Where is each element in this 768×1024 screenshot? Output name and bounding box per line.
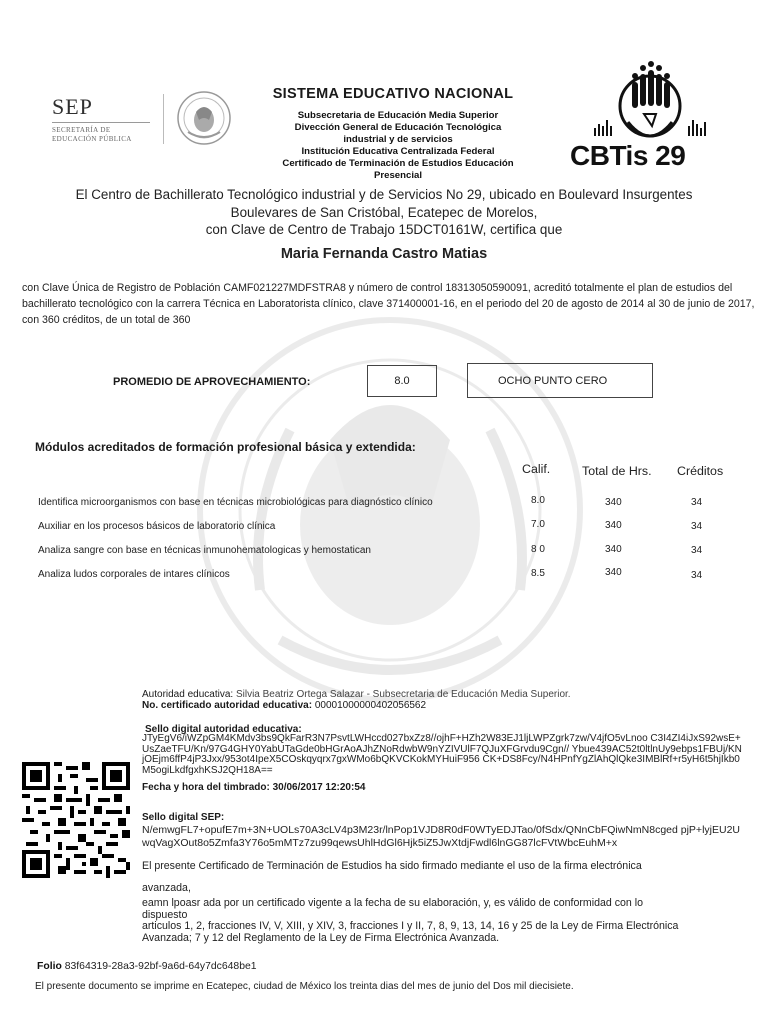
module-row-1-hours: 340 [605,497,622,508]
authority-seal-label: Sello digital autoridad educativa: [145,724,302,735]
module-row-1-name: Identifica microorganismos con base en técnicas microbiológicas para diagnóstico clínico [38,497,433,508]
modules-heading: Módulos acreditados de formación profesional básica y extendida: [35,440,416,454]
authority-cert-value: 00001000000402056562 [314,699,427,711]
header-line-1: Subsecretaria de Educación Media Superior [297,110,499,121]
module-row-4-hours: 340 [605,567,622,578]
cbtis-logo-text: CBTis 29 [570,140,686,171]
column-header-credits: Créditos [677,464,724,478]
module-row-2-calif: 7.0 [531,519,545,530]
sep-seal-value: N/emwgFL7+opufE7m+3N+UOLs70A3cLV4p3M23r/lnPop1VJD8R0dF0WTyEDJTao/0fSdx/QNnCbFQiwNmN8cged pjP+lyjEU2UwqVagXOut8o5Zmfa3Y76o5mMTz7zu99qewsUhlHdGl6Hjk5iZ5JwXtdjFwdl6lnGG87lcFVtWbcEuhM+x [142,824,740,849]
sep-seal-label: Sello digital SEP: [142,812,225,823]
intro-line-1: El Centro de Bachillerato Tecnológico industrial y de Servicios No 29, ubicado en Boulevard Insurgentes [75,187,693,202]
module-row-3-calif: 8 0 [531,544,545,555]
header-institution-lines [228,110,568,183]
signature-statement-2 [142,898,742,944]
module-row-3-credits: 34 [691,545,703,556]
signature-line-1: El presente Certificado de Terminación de Estudios ha sido firmado mediante el uso de la firma electrónica [142,860,642,872]
mexico-seal-icon [176,90,232,146]
sep-logo-subtitle-1: SECRETARÍA DE [52,126,111,134]
header-divider [163,94,164,144]
header-line-6: Presencial [373,170,422,182]
module-row-1-calif: 8.0 [531,495,545,506]
sep-logo-title: SEP [52,94,93,119]
header-line-4: Institución Educativa Centralizada Federal [301,146,495,158]
signature-line-6: Avanzada; 7 y 12 del Reglamento de la Ley de Firma Electrónica Avanzada. [142,931,500,944]
signature-line-3: eamn lpoasr ada por un certificado vigente a la fecha de su elaboración, y, es válido de conformidad con lo [142,897,643,909]
header-line-2: Divección General de Educación Tecnológica [294,122,502,134]
authority-cert-line [142,701,742,712]
folio-label: Folio [37,961,62,972]
certification-paragraph: con Clave Única de Registro de Población CAMF021227MDFSTRA8 y número de control 18313050590091, acreditó totalmente el plan de estudios del bachillerato tecnológico con la carrera Técnica en Laboratorista clínico, clave 371400001-16, en el periodo del 20 de agosto de 2014 al 30 de junio de 2017, con 360 créditos, de un total de 360 [22,282,755,326]
module-row-4-credits: 34 [691,570,703,581]
module-row-3-hours: 340 [605,544,622,555]
signature-line-2: avanzada, [142,882,191,894]
authority-block [142,690,742,711]
authority-cert-label: No. certificado autoridad educativa: [142,699,313,711]
intro-text [30,186,738,239]
column-header-hours: Total de Hrs. [582,464,652,478]
module-row-3-name: Analiza sangre con base en técnicas inmunohematologicas y hemostatican [38,545,371,556]
header-line-3: industrial y de servicios [343,134,453,146]
authority-label: Autoridad educativa: [142,689,234,700]
intro-line-3: con Clave de Centro de Trabajo 15DCT0161W, certifica que [205,222,563,237]
timestamp-value: 30/06/2017 12:20:54 [272,782,366,793]
sep-logo-divider [52,122,150,123]
module-row-2-name: Auxiliar en los procesos básicos de laboratorio clínica [38,521,276,532]
timestamp-line [142,782,365,793]
module-row-1-credits: 34 [691,497,703,508]
signature-line-4: dispuesto [142,908,188,921]
intro-line-2: Boulevares de San Cristóbal, Ecatepec de Morelos, [230,204,538,220]
header-line-5: Certificado de Terminación de Estudios Educación [282,158,514,170]
authority-value: Silvia Beatriz Ortega Salazar - Subsecretaria de Educación Media Superior. [235,689,571,700]
qr-code[interactable] [22,762,130,878]
module-row-4-calif: 8.5 [531,568,545,579]
folio-value: 83f64319-28a3-92bf-9a6d-64y7dc648be1 [64,961,257,972]
signature-statement-1 [142,855,742,899]
module-row-4-name: Analiza ludos corporales de intares clínicos [38,569,230,580]
module-row-2-credits: 34 [691,521,703,532]
folio-line [37,961,257,972]
average-text-box: OCHO PUNTO CERO [467,363,653,398]
average-label: PROMEDIO DE APROVECHAMIENTO: [113,376,311,388]
column-header-calif: Calif. [522,462,551,476]
authority-seal-value: JTyEgV6/iWZpGM4KMdv3bs9QkFarR3N7PsvtLWHccd027bxZz8//ojhF+HZh2W83EJ1ljLWPZgrk7zw/V4jfO5vLnoo C3I4ZI4iJxS92wsE+UsZaeTFU/Kn/97G4GHY0YabUTaGde0bHGrAoAJhZNoRdwbW9nYZIVUlF7QJuXFGrvdu9Cgn// Ybue439AC52t0ltlnUy9ebps1FBUj/KNjOEjm6ffP4jP3Jxx/953ot4IpeX5COskqyqrx7gxWMo6bQKVCKokMYHuiF956 CK+DS8Fcy/N4HPnfYgZlAhQlQke3IMBlRf+r5yH6t5hjIkb0M5ogiLkdfgxhKSJ2QH18A== [142,733,742,776]
sep-logo [52,94,152,144]
system-title: SISTEMA EDUCATIVO NACIONAL [272,86,514,102]
closing-statement: El presente documento se imprime en Ecatepec, ciudad de México los treinta dias del mes de junio del Dos mil diecisiete. [35,981,574,992]
signature-line-5: articulos 1, 2, fracciones IV, V, XIII, y XIV, 3, fracciones I y II, 7, 8, 9, 13, 14, 16 y 25 de la Ley de Firma Electrónica [142,920,679,932]
sep-logo-subtitle-2: EDUCACIÓN PÚBLICA [52,135,132,143]
module-row-2-hours: 340 [605,520,622,531]
timestamp-label: Fecha y hora del timbrado: [142,782,270,793]
average-value-box: 8.0 [367,365,437,397]
student-name: Maria Fernanda Castro Matias [280,246,488,262]
